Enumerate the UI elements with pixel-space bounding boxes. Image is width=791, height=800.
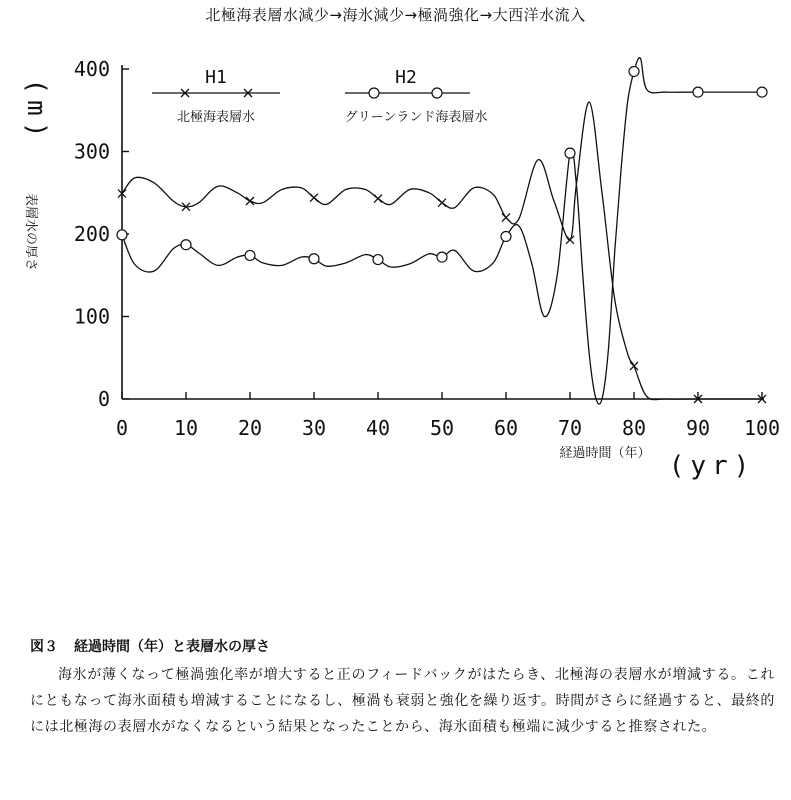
data-point-h1 [630,362,638,370]
legend-name-h1: H1 [205,67,227,88]
data-point-h2 [181,240,191,250]
legend-name-h2: H2 [395,67,417,88]
data-point-h1 [246,197,254,205]
x-tick-label: 10 [173,416,199,440]
legend-desc-h2: グリーンランド海表層水 [344,110,488,125]
legend-desc-h1: 北極海表層水 [176,110,256,125]
y-tick-label: 200 [73,222,110,246]
x-tick-label: 0 [115,416,129,440]
caption-text: 海氷が薄くなって極渦強化率が増大すると正のフィードバックがはたらき、北極海の表層水が増減する。これにともなって海氷面積も増減することになるし、極渦も衰弱と強化を繰り返す。時間がさらに経過すると、最終的には北極海の表層水がなくなるという結果となったことから、海氷面積も極端に減少すると推察された。 [30,667,775,735]
x-tick-label: 30 [301,416,327,440]
x-tick-label: 70 [557,416,583,440]
y-tick-label: 300 [73,139,110,164]
data-point-h2 [117,230,127,240]
chart-legend [152,67,487,125]
data-point-h2 [437,252,447,262]
caption-title: 経過時間（年）と表層水の厚さ [74,639,270,655]
series-line-h1 [122,102,762,400]
caption-figure-number: 図３ [30,639,58,655]
data-point-h1 [374,195,382,203]
x-tick-label: 90 [685,416,711,440]
data-point-h2 [629,66,639,76]
legend-item-h1 [152,67,280,125]
data-point-h2 [757,87,767,97]
figure-title: 北極海表層水減少→海氷減少→極渦強化→大西洋水流入 [205,6,586,24]
x-axis-unit: (yr) [668,451,756,481]
legend-item-h2 [345,67,488,125]
x-tick-label: 20 [237,416,263,440]
data-point-h1 [502,214,510,222]
y-axis-unit: (m) [21,78,51,144]
x-tick-label: 60 [493,416,519,440]
legend-marker-h2 [432,88,442,98]
legend-marker-h2 [369,88,379,98]
data-point-h2 [245,250,255,260]
data-point-h2 [309,254,319,264]
data-point-h2 [565,148,575,158]
x-tick-label: 80 [621,416,647,440]
x-tick-label: 40 [365,416,391,440]
data-point-h2 [373,255,383,265]
y-tick-label: 400 [73,57,110,81]
y-tick-label: 100 [73,304,110,329]
data-point-h1 [438,199,446,207]
data-point-h1 [566,236,574,244]
data-point-h2 [501,231,511,241]
data-point-h1 [310,194,318,202]
data-point-h2 [693,87,703,97]
y-tick-label: 0 [97,387,110,411]
x-tick-label: 50 [429,416,455,440]
x-tick-label: 100 [743,416,781,440]
figure-caption [30,634,775,740]
x-axis-title: 経過時間（年） [559,446,651,461]
caption-heading [30,634,775,660]
y-axis-title: 表層水の厚さ [23,192,38,272]
